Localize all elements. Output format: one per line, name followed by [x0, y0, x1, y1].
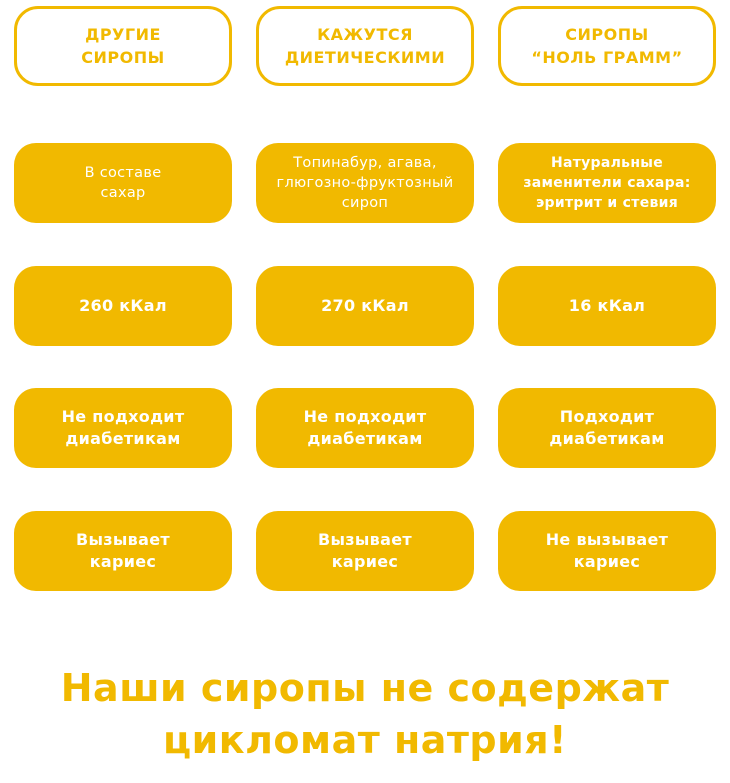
cell-caries-other — [14, 511, 232, 591]
cell-calories-other — [14, 266, 232, 346]
cell-text: Натуральные заменители сахара: эритрит и стевия — [523, 155, 691, 211]
cell-text: Топинабур, агава, глюгозно-фруктозный сироп — [276, 155, 454, 211]
cell-diabetics-zero-gram — [498, 388, 716, 468]
column-header-label: СИРОПЫ “НОЛЬ ГРАММ” — [531, 25, 683, 67]
cell-text: Не вызывает кариес — [545, 530, 669, 571]
cell-diabetics-dietary — [256, 388, 474, 468]
cell-composition-dietary — [256, 143, 474, 223]
cell-text: Не подходит диабетикам — [61, 407, 185, 448]
cell-text: Подходит диабетикам — [549, 407, 665, 448]
column-header-label: ДРУГИЕ СИРОПЫ — [81, 25, 165, 67]
cell-text: 260 кКал — [79, 296, 167, 315]
footer-line-2: цикломат натрия! — [163, 718, 567, 762]
footer-line-1: Наши сиропы не содержат — [60, 666, 670, 710]
cell-text: 270 кКал — [321, 296, 409, 315]
column-header-other-syrups — [14, 6, 232, 86]
cell-composition-other — [14, 143, 232, 223]
column-header-label: КАЖУТСЯ ДИЕТИЧЕСКИМИ — [284, 25, 446, 67]
cell-text: Не подходит диабетикам — [303, 407, 427, 448]
column-header-seem-dietary — [256, 6, 474, 86]
column-header-zero-gram — [498, 6, 716, 86]
cell-composition-zero-gram — [498, 143, 716, 223]
cell-calories-dietary — [256, 266, 474, 346]
cell-calories-zero-gram — [498, 266, 716, 346]
cell-text: В составе сахар — [84, 165, 162, 201]
cell-text: 16 кКал — [568, 296, 646, 315]
cell-caries-dietary — [256, 511, 474, 591]
footer-slogan — [0, 662, 730, 766]
cell-text: Вызывает кариес — [76, 530, 170, 571]
cell-caries-zero-gram — [498, 511, 716, 591]
cell-text: Вызывает кариес — [318, 530, 412, 571]
cell-diabetics-other — [14, 388, 232, 468]
